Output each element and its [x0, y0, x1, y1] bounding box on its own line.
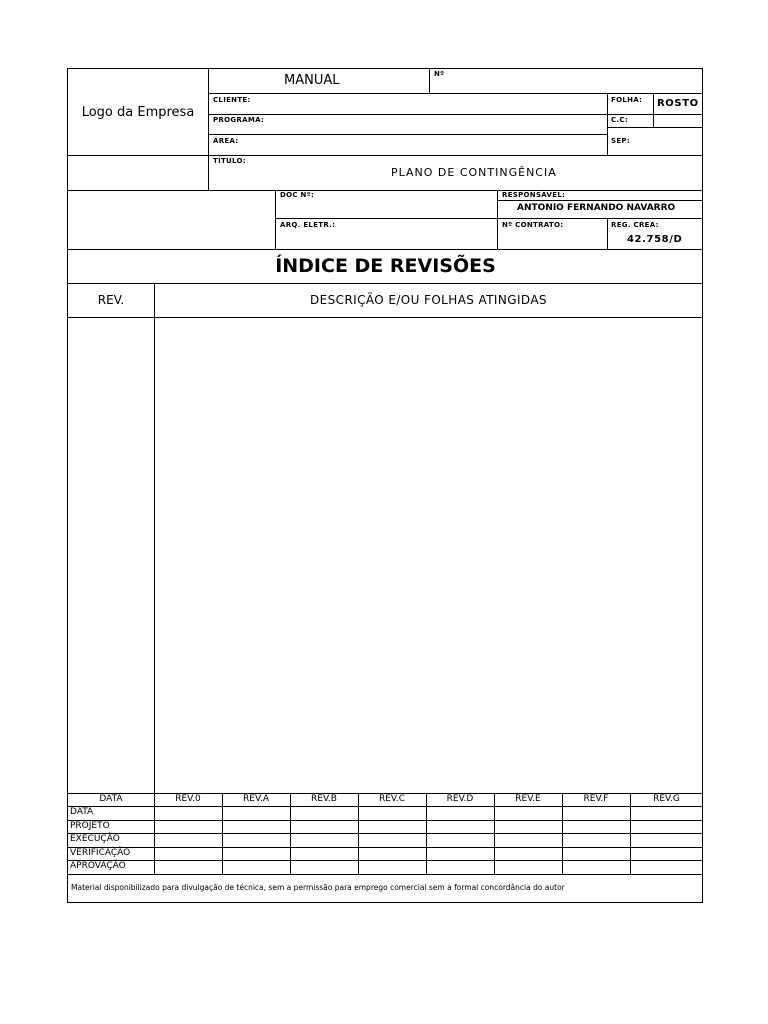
divider: [630, 793, 631, 874]
numero-label: Nº: [434, 70, 445, 78]
divider: [653, 93, 654, 127]
area-label: ÁREA:: [213, 137, 239, 145]
footer-note: Material disponibilizado para divulgação de técnica, sem a permissão para emprego comercial sem a formal concordância do autor: [71, 883, 565, 892]
doc-number-label: DOC Nº:: [280, 191, 315, 199]
divider: [222, 793, 223, 874]
divider: [68, 847, 703, 848]
divider: [494, 793, 495, 874]
programa-label: PROGRAMA:: [213, 116, 265, 124]
divider: [497, 190, 498, 249]
rev-column-label: REV.D: [446, 794, 474, 804]
divider: [607, 218, 608, 249]
divider: [429, 68, 430, 93]
titulo-value: PLANO DE CONTINGÊNCIA: [391, 166, 557, 179]
divider: [154, 283, 155, 793]
rev-column-label: REV.C: [378, 794, 406, 804]
divider: [68, 860, 703, 861]
arq-eletr-label: ARQ. ELETR.:: [280, 221, 336, 229]
cliente-label: CLIENTE:: [213, 96, 251, 104]
row-label-projeto: PROJETO: [70, 821, 110, 831]
row-label-execucao: EXECUÇÃO: [70, 834, 120, 844]
table-corner-header: DATA: [99, 794, 123, 804]
divider: [68, 874, 703, 875]
divider: [607, 127, 703, 128]
divider: [68, 155, 703, 156]
divider: [497, 200, 703, 201]
manual-title: MANUAL: [284, 73, 340, 88]
cc-label: C.C:: [611, 116, 628, 124]
folha-label: FOLHA:: [611, 96, 643, 104]
divider: [208, 68, 209, 190]
document-frame: [67, 68, 703, 903]
row-label-verificacao: VERIFICAÇÃO: [70, 848, 131, 858]
divider: [68, 820, 703, 821]
rev-column-label: REV.E: [515, 794, 541, 804]
divider: [154, 793, 155, 874]
divider: [562, 793, 563, 874]
rev-column-label: REV.0: [175, 794, 201, 804]
titulo-label: TÍTULO:: [213, 157, 246, 165]
rev-column-label: REV.A: [243, 794, 269, 804]
divider: [68, 190, 703, 191]
row-label-aprovacao: APROVAÇÃO: [70, 861, 126, 871]
divider: [68, 806, 703, 807]
divider: [275, 190, 276, 249]
divider: [68, 249, 703, 250]
divider: [208, 114, 703, 115]
divider: [607, 93, 608, 155]
divider: [208, 134, 607, 135]
divider: [68, 833, 703, 834]
company-logo-placeholder: Logo da Empresa: [81, 105, 195, 120]
divider: [290, 793, 291, 874]
description-column-header: DESCRIÇÃO E/OU FOLHAS ATINGIDAS: [310, 293, 547, 307]
divider: [68, 317, 703, 318]
rev-column-label: REV.G: [653, 794, 680, 804]
crea-label: REG. CREA:: [611, 221, 659, 229]
responsavel-value: ANTONIO FERNANDO NAVARRO: [517, 203, 676, 213]
rev-column-header: REV.: [97, 293, 125, 307]
divider: [208, 93, 703, 94]
row-label-data: DATA: [70, 807, 94, 817]
responsavel-label: RESPONSÁVEL:: [502, 191, 566, 199]
contrato-label: Nº CONTRATO:: [502, 221, 564, 229]
divider: [426, 793, 427, 874]
rev-column-label: REV.F: [583, 794, 609, 804]
sep-label: SEP:: [611, 137, 630, 145]
folha-value: ROSTO: [657, 98, 699, 109]
divider: [358, 793, 359, 874]
divider: [68, 283, 703, 284]
divider: [275, 218, 703, 219]
rev-column-label: REV.B: [311, 794, 337, 804]
revisions-title: ÍNDICE DE REVISÕES: [275, 255, 496, 277]
crea-value: 42.758/D: [627, 234, 683, 245]
